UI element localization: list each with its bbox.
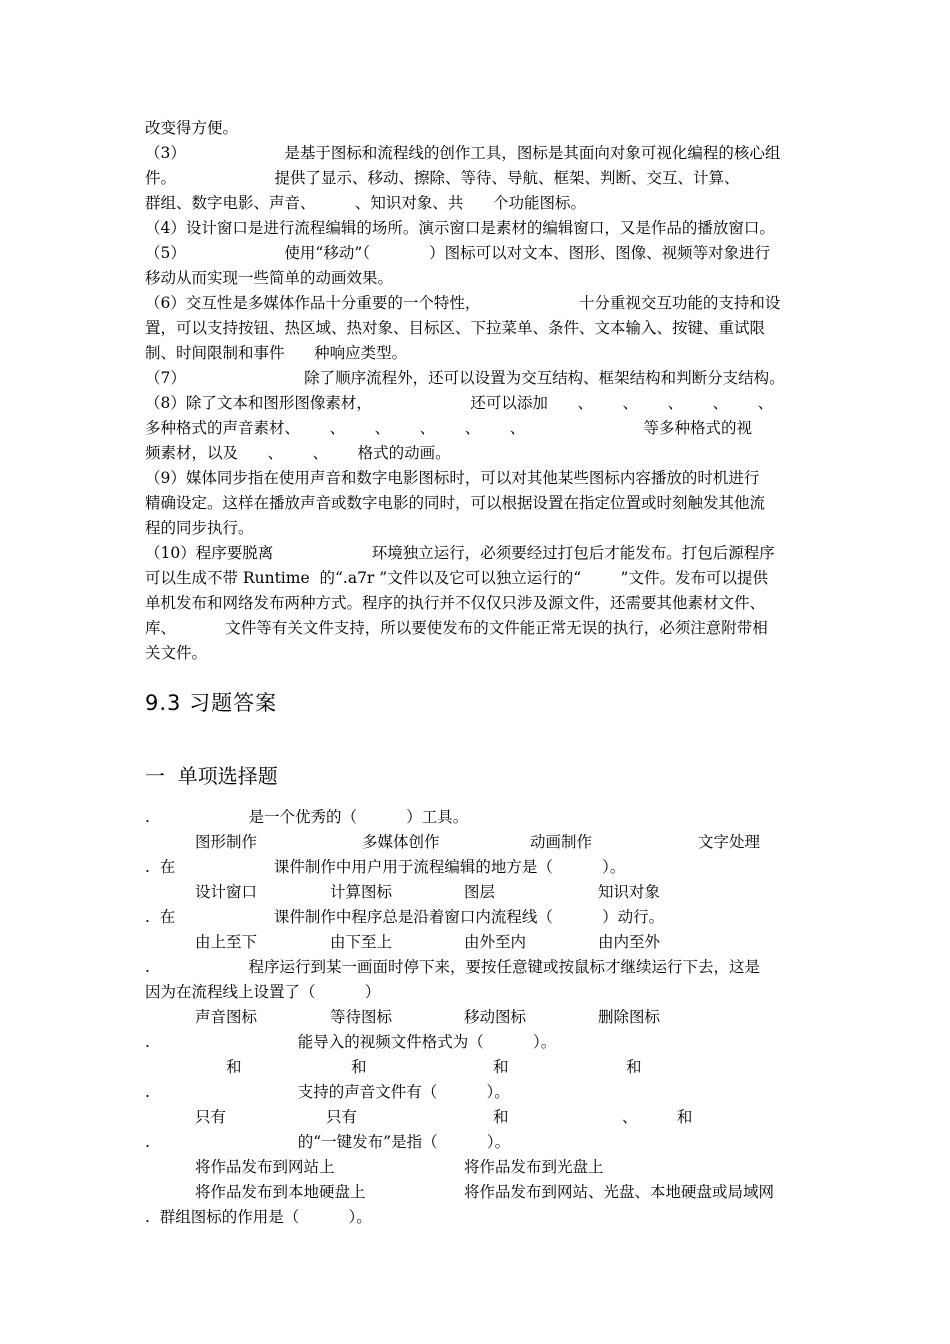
option-b: 将作品发布到光盘上 — [464, 1158, 604, 1176]
question-stem: . 是一个优秀的（ ）工具。 — [145, 808, 469, 826]
option-c: 将作品发布到本地硬盘上 — [195, 1183, 366, 1201]
paragraph-line: 改变得方便。 — [145, 119, 239, 137]
question-stem: 因为在流程线上设置了（ ） — [145, 983, 381, 1001]
option-a: 将作品发布到网站上 — [195, 1158, 335, 1176]
option-b: 多媒体创作 — [362, 833, 440, 851]
paragraph-line: （8）除了文本和图形图像素材， 还可以添加 、 、 、 、 、 — [145, 394, 774, 412]
paragraph-line: 件。 提供了显示、移动、擦除、等待、导航、框架、判断、交互、计算、 — [145, 169, 740, 187]
paragraph-line: （10）程序要脱离 环境独立运行，必须要经过打包后才能发布。打包后源程序 — [145, 544, 775, 562]
option-b: 计算图标 — [330, 883, 393, 901]
subsection-title: 一 单项选择题 — [145, 764, 278, 788]
paragraph-line: 移动从而实现一些简单的动画效果。 — [145, 269, 394, 287]
paragraph-line: 制、时间限制和事件 种响应类型。 — [145, 344, 408, 362]
paragraph-line: （3） 是基于图标和流程线的创作工具，图标是其面向对象可视化编程的核心组 — [145, 144, 781, 162]
paragraph-line: （6）交互性是多媒体作品十分重要的一个特性， 十分重视交互功能的支持和设 — [145, 294, 781, 312]
option-a: 声音图标 — [195, 1008, 258, 1026]
option-b: 和 — [351, 1058, 367, 1076]
paragraph-line: 单机发布和网络发布两种方式。程序的执行并不仅仅只涉及源文件，还需要其他素材文件、 — [145, 594, 766, 612]
section-title: 9.3 习题答案 — [145, 691, 278, 715]
option-a: 只有 — [195, 1108, 227, 1126]
paragraph-line: （7） 除了顺序流程外，还可以设置为交互结构、框架结构和判断分支结构。 — [145, 369, 785, 387]
option-c: 由外至内 — [464, 933, 527, 951]
option-a: 设计窗口 — [195, 883, 258, 901]
option-a: 图形制作 — [195, 833, 258, 851]
option-c: 动画制作 — [530, 833, 593, 851]
question-stem: . 支持的声音文件有（ ）。 — [145, 1083, 510, 1101]
paragraph-line: 库、 文件等有关文件支持，所以要使发布的文件能正常无误的执行，必须注意附带相 — [145, 619, 768, 637]
question-stem: . 在 课件制作中用户用于流程编辑的地方是（ ）。 — [145, 858, 626, 876]
paragraph-line: 关文件。 — [145, 644, 208, 662]
option-d: 文字处理 — [698, 833, 761, 851]
paragraph-line: 精确设定。这样在播放声音或数字电影的同时，可以根据设置在指定位置或时刻触发其他流 — [145, 494, 766, 512]
option-b: 只有 — [326, 1108, 358, 1126]
paragraph-line: 群组、数字电影、声音、 、知识对象、共 个功能图标。 — [145, 194, 586, 212]
paragraph-line: 频素材，以及 、 、 格式的动画。 — [145, 444, 451, 462]
question-stem: . 群组图标的作用是（ ）。 — [145, 1208, 372, 1226]
option-d: 将作品发布到网站、光盘、本地硬盘或局域网 — [464, 1183, 775, 1201]
paragraph-line: （4）设计窗口是进行流程编辑的场所。演示窗口是素材的编辑窗口，又是作品的播放窗口。 — [145, 219, 775, 237]
option-d: 由内至外 — [598, 933, 661, 951]
option-c: 移动图标 — [464, 1008, 527, 1026]
paragraph-line: （9）媒体同步指在使用声音和数字电影图标时，可以对其他某些图标内容播放的时机进行 — [145, 469, 760, 487]
option-b: 由下至上 — [330, 933, 393, 951]
paragraph-line: 程的同步执行。 — [145, 519, 254, 537]
paragraph-line: 置，可以支持按钮、热区域、热对象、目标区、下拉菜单、条件、文本输入、按键、重试限 — [145, 319, 766, 337]
option-c: 和 — [493, 1058, 509, 1076]
option-a: 由上至下 — [195, 933, 258, 951]
paragraph-line: （5） 使用“移动”（ ）图标可以对文本、图形、图像、视频等对象进行 — [145, 244, 771, 262]
option-d: 、 和 — [622, 1108, 693, 1126]
question-stem: . 的“一键发布”是指（ ）。 — [145, 1133, 511, 1151]
option-d: 知识对象 — [598, 883, 661, 901]
question-stem: . 在 课件制作中程序总是沿着窗口内流程线（ ）动行。 — [145, 908, 665, 926]
question-stem: . 程序运行到某一画面时停下来，要按任意键或按鼠标才继续运行下去，这是 — [145, 958, 760, 976]
option-c: 和 — [493, 1108, 509, 1126]
option-a: 和 — [226, 1058, 242, 1076]
paragraph-line: 多种格式的声音素材、 、 、 、 、 、 等多种格式的视 — [145, 419, 753, 437]
option-b: 等待图标 — [330, 1008, 393, 1026]
question-stem: . 能导入的视频文件格式为（ ）。 — [145, 1033, 557, 1051]
option-d: 删除图标 — [598, 1008, 661, 1026]
option-d: 和 — [626, 1058, 642, 1076]
paragraph-line: 可以生成不带 Runtime 的“.a7r ”文件以及它可以独立运行的“ ”文件。发布可以提供 — [145, 569, 768, 587]
option-c: 图层 — [464, 883, 496, 901]
